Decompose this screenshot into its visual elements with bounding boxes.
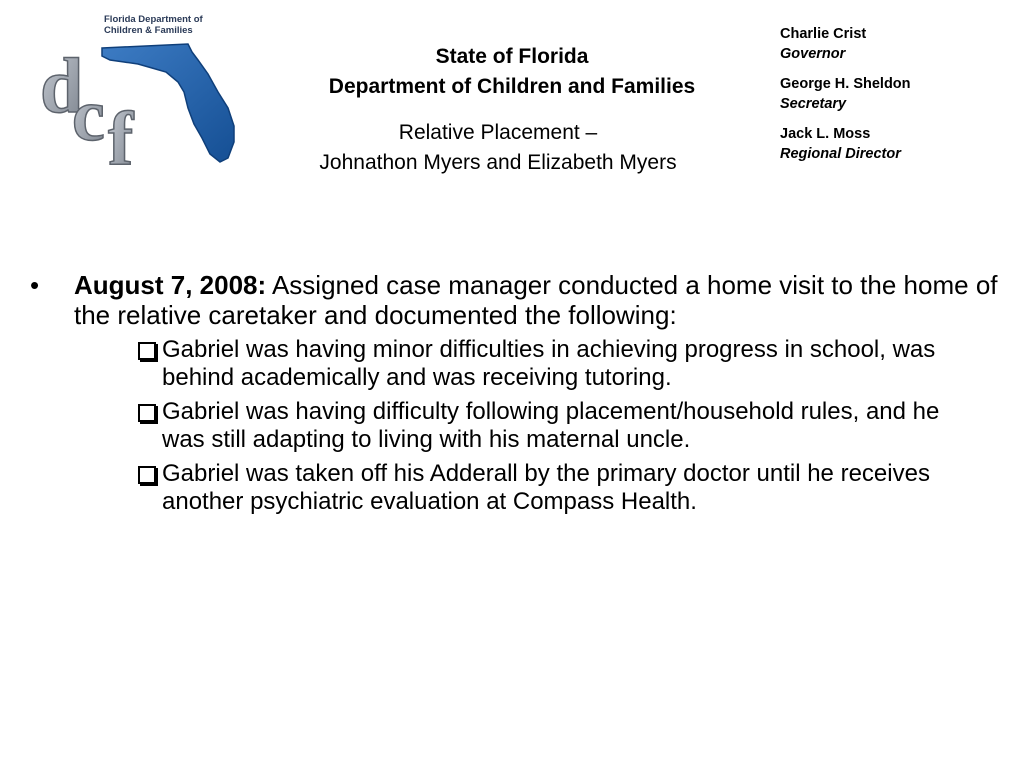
sub-bullet-text: Gabriel was having minor difficulties in achieving progress in school, was behind academically and was receiving tutoring. <box>162 336 936 391</box>
bullet-item <box>30 270 1000 330</box>
checkbox-bullet-icon <box>138 342 156 360</box>
officials-list <box>780 24 1020 174</box>
page-title <box>268 42 756 102</box>
bullet-body: Assigned case manager conducted a home visit to the home of the relative caretaker and documented the following: <box>74 270 998 330</box>
official-governor <box>780 24 1020 64</box>
official-role: Regional Director <box>780 146 901 162</box>
bullet-date: August 7, 2008: <box>74 270 267 300</box>
bullet-dot-icon: • <box>30 270 40 300</box>
title-line-1: State of Florida <box>435 45 589 68</box>
official-role: Secretary <box>780 96 847 112</box>
logo-caption-line1: Florida Department of <box>104 14 203 25</box>
subtitle-line-1: Relative Placement – <box>398 121 598 144</box>
bullet-text <box>74 270 1000 330</box>
logo-caption <box>104 14 234 36</box>
official-regional-director <box>780 124 1020 164</box>
checkbox-bullet-icon <box>138 404 156 422</box>
svg-text:f: f <box>108 97 134 168</box>
sub-bullet-item <box>138 398 968 454</box>
sub-bullet-text: Gabriel was taken off his Adderall by the primary doctor until he receives another psychiatric evaluation at Compass Health. <box>162 460 930 515</box>
subtitle-line-2: Johnathon Myers and Elizabeth Myers <box>319 151 677 174</box>
sub-bullet-item <box>138 336 968 392</box>
sub-bullet-text: Gabriel was having difficulty following placement/household rules, and he was still adapting to living with his maternal uncle. <box>162 398 940 453</box>
official-name: Charlie Crist <box>780 26 867 42</box>
sub-bullet-item <box>138 460 968 516</box>
slide-content <box>30 270 1000 522</box>
checkbox-bullet-icon <box>138 466 156 484</box>
official-name: Jack L. Moss <box>780 126 871 142</box>
sub-bullet-list <box>30 336 968 516</box>
svg-text:d: d <box>40 42 84 129</box>
page-subtitle <box>258 118 738 178</box>
official-name: George H. Sheldon <box>780 76 911 92</box>
title-line-2: Department of Children and Families <box>328 75 696 98</box>
logo-caption-line2: Children & Families <box>104 25 193 36</box>
official-secretary <box>780 74 1020 114</box>
svg-text:c: c <box>72 75 105 157</box>
official-role: Governor <box>780 46 846 62</box>
